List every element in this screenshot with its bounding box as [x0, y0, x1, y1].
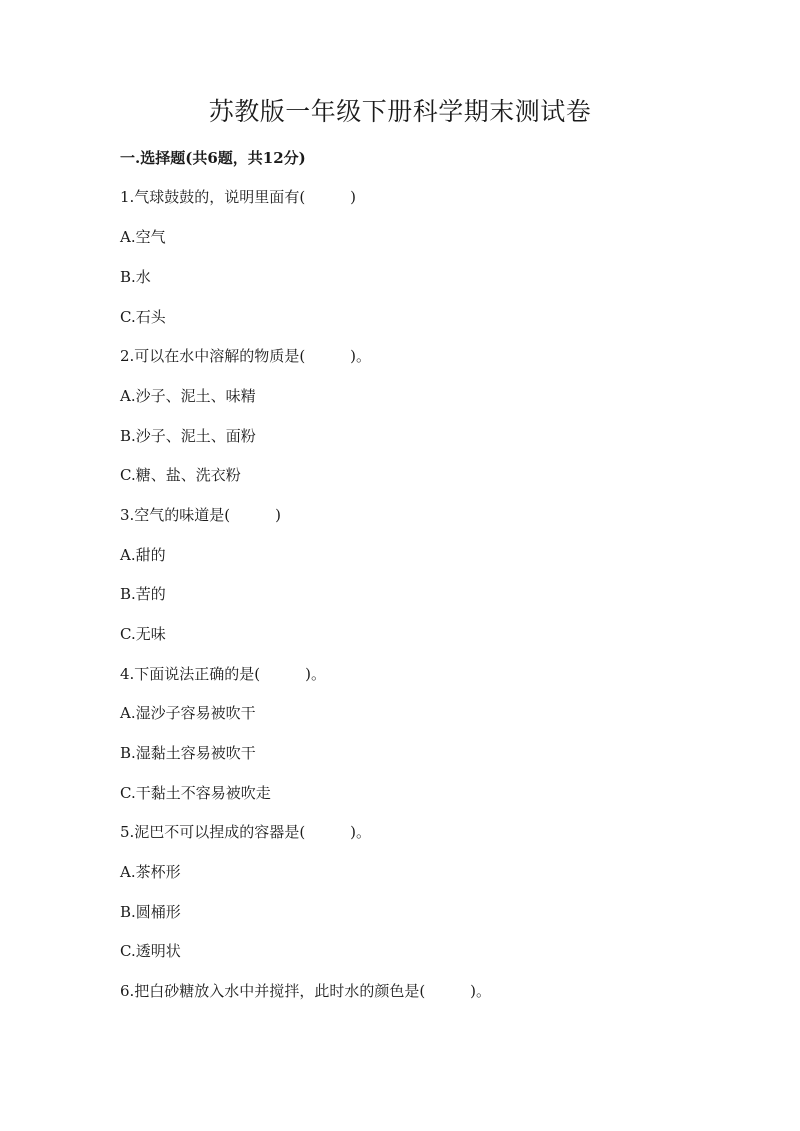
- answer-option: A.甜的: [120, 546, 166, 564]
- question-stem: 2.可以在水中溶解的物质是( )。: [120, 347, 372, 365]
- answer-option: A.沙子、泥土、味精: [120, 387, 256, 405]
- answer-option: B.苦的: [120, 585, 166, 603]
- answer-option: C.石头: [120, 308, 166, 326]
- answer-option: A.空气: [120, 228, 166, 246]
- answer-option: C.透明状: [120, 942, 181, 960]
- question-stem: 6.把白砂糖放入水中并搅拌，此时水的颜色是( )。: [120, 982, 492, 1000]
- question-stem: 4.下面说法正确的是( )。: [120, 665, 327, 683]
- answer-option: C.糖、盐、洗衣粉: [120, 466, 241, 484]
- answer-option: B.水: [120, 268, 151, 286]
- answer-option: A.茶杯形: [120, 863, 181, 881]
- answer-option: C.干黏土不容易被吹走: [120, 784, 271, 802]
- answer-option: C.无味: [120, 625, 166, 643]
- section-heading: 一.选择题(共6题，共12分): [120, 149, 306, 167]
- question-stem: 3.空气的味道是( ): [120, 506, 282, 524]
- question-stem: 1.气球鼓鼓的，说明里面有( ): [120, 188, 357, 206]
- question-stem: 5.泥巴不可以捏成的容器是( )。: [120, 823, 372, 841]
- page-title: 苏教版一年级下册科学期末测试卷: [208, 97, 592, 126]
- answer-option: A.湿沙子容易被吹干: [120, 704, 256, 722]
- answer-option: B.圆桶形: [120, 903, 181, 921]
- answer-option: B.沙子、泥土、面粉: [120, 427, 256, 445]
- answer-option: B.湿黏土容易被吹干: [120, 744, 256, 762]
